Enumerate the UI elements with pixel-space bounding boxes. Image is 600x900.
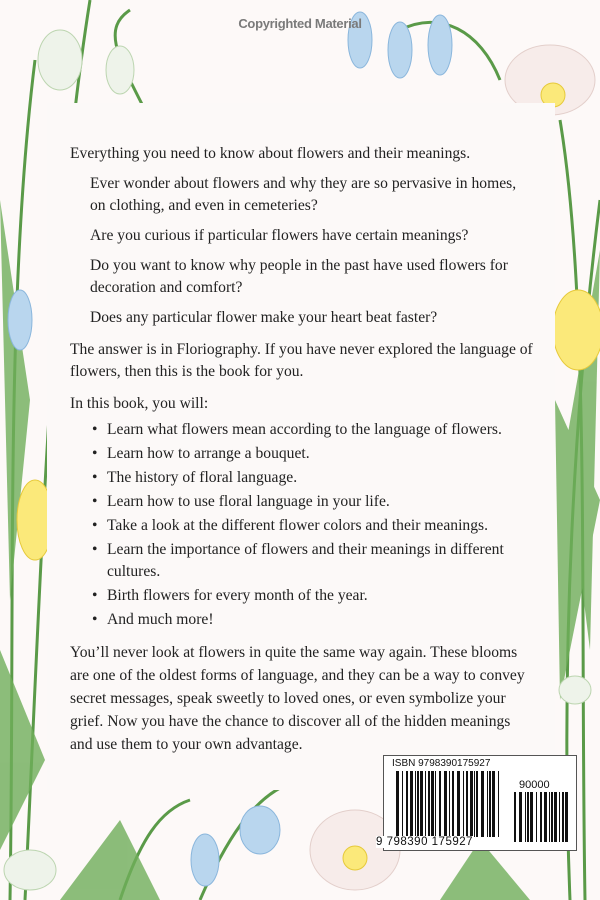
feature-list <box>90 419 533 631</box>
barcode-bar <box>435 771 436 837</box>
barcode-bar <box>410 771 413 837</box>
question: Are you curious if particular flowers have certain meanings? <box>90 227 469 244</box>
barcode-bar <box>492 771 495 837</box>
barcode-bar <box>519 792 522 842</box>
list-item: • The history of floral language. <box>90 467 533 489</box>
barcode-bars <box>396 771 504 843</box>
barcode-bar <box>406 771 408 837</box>
barcode-bar <box>565 792 568 842</box>
barcode-bar <box>417 771 419 837</box>
barcode-bar <box>402 771 403 837</box>
isbn-label: ISBN 9798390175927 <box>392 758 491 769</box>
barcode-bar <box>525 792 526 842</box>
barcode-bar <box>463 771 464 837</box>
barcode-bar <box>457 771 460 837</box>
list-item: • Learn what flowers mean according to the language of flowers. <box>90 419 533 441</box>
barcode-bar <box>420 771 423 837</box>
back-cover-text-panel <box>47 103 555 790</box>
barcode-bar <box>474 771 475 837</box>
list-item: • Take a look at the different flower colors and their meanings. <box>90 515 533 537</box>
barcode-bar <box>476 771 478 837</box>
barcode-bar <box>498 771 499 837</box>
barcode-bar <box>540 792 542 842</box>
list-item: • Birth flowers for every month of the year. <box>90 585 533 607</box>
barcode-bar <box>470 771 473 837</box>
copyright-watermark: Copyrighted Material <box>238 16 362 31</box>
barcode-bar <box>536 792 537 842</box>
barcode-bar <box>444 771 447 837</box>
list-item: • Learn how to use floral language in your life. <box>90 491 533 513</box>
barcode-bar <box>415 771 416 837</box>
barcode-bar <box>428 771 430 837</box>
barcode-bar <box>425 771 426 837</box>
list-intro: In this book, you will: <box>70 395 209 412</box>
barcode-bar <box>544 792 547 842</box>
addon-barcode-bars <box>514 792 568 842</box>
barcode-bar <box>562 792 564 842</box>
barcode-bar <box>466 771 468 837</box>
barcode-bar <box>559 792 560 842</box>
barcode-bar <box>452 771 454 837</box>
list-item: • Learn the importance of flowers and their meanings in different cultures. <box>90 539 533 583</box>
question: Does any particular flower make your heart beat faster? <box>90 309 438 326</box>
price-addon: 90000 <box>519 779 550 791</box>
barcode-bar <box>551 792 553 842</box>
question: Ever wonder about flowers and why they are so pervasive in homes, on clothing, and even in cemeteries? <box>90 175 517 214</box>
list-item: • And much more! <box>90 609 533 631</box>
barcode-bar <box>481 771 484 837</box>
isbn-barcode <box>376 755 577 851</box>
closing-text: You’ll never look at flowers in quite the same way again. These blooms are one of the oldest forms of language, and they can be a way to convey secret messages, speak sweetly to loved ones, or even symbolize your grief. Now you have the chance to discover all of the hidden meanings and use them to your own advantage. <box>70 644 525 753</box>
list-item: • Learn how to arrange a bouquet. <box>90 443 533 465</box>
barcode-bar <box>554 792 557 842</box>
barcode-bar <box>489 771 491 837</box>
barcode-bar <box>514 792 516 842</box>
answer-text: The answer is in Floriography. If you have never explored the language of flowers, then this is the book for you. <box>70 341 533 380</box>
barcode-bar <box>431 771 434 837</box>
barcode-digits: 9 798390 175927 <box>376 836 474 848</box>
barcode-bar <box>449 771 450 837</box>
barcode-bar <box>487 771 488 837</box>
barcode-bar <box>439 771 441 837</box>
question: Do you want to know why people in the past have used flowers for decoration and comfort? <box>90 257 508 296</box>
barcode-bar <box>549 792 550 842</box>
intro-text: Everything you need to know about flowers and their meanings. <box>70 145 471 162</box>
barcode-bar <box>530 792 533 842</box>
barcode-bar <box>527 792 529 842</box>
barcode-bar <box>396 771 399 837</box>
